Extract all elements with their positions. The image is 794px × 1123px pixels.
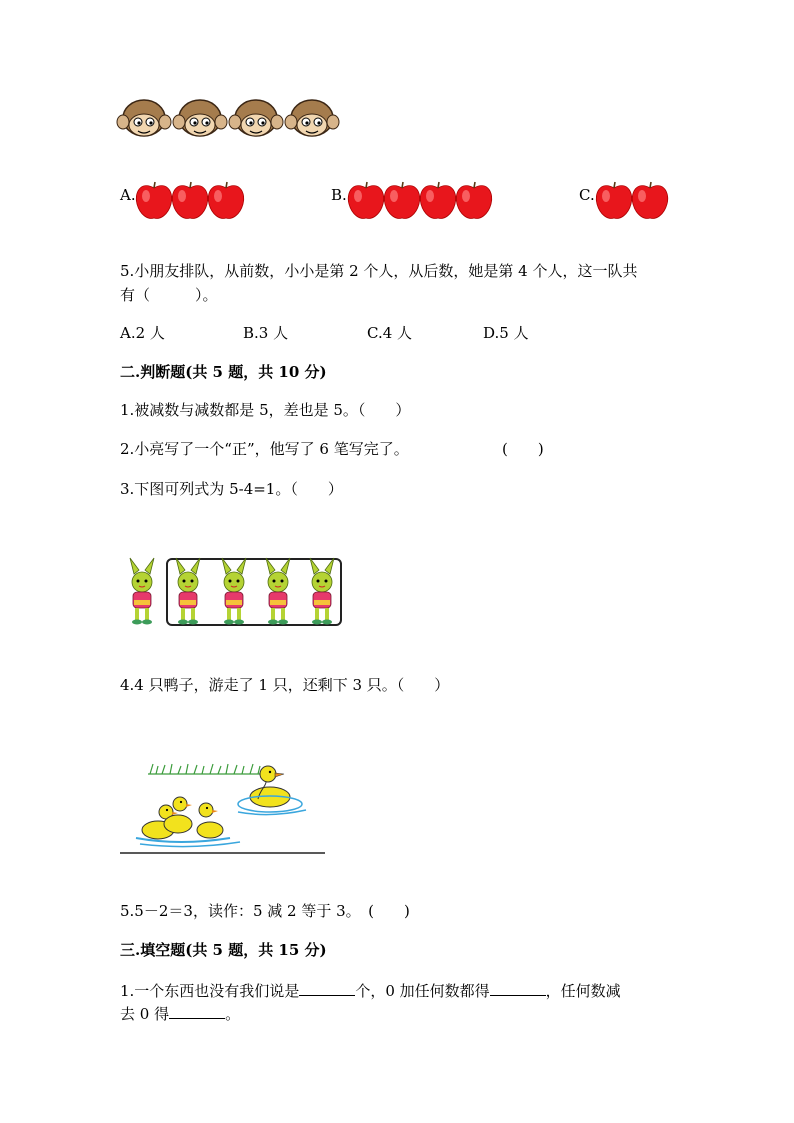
monkeys-image (120, 96, 340, 142)
rabbits-image (120, 556, 350, 628)
s2-q2-paren: ( ) (502, 440, 544, 458)
section2-title: 二.判断题(共 5 题，共 10 分) (120, 363, 327, 381)
apples-a (136, 180, 248, 220)
q5-option-c: C.4 人 (367, 324, 413, 342)
duck-3 (197, 803, 223, 838)
s3-q1-part-d: 去 0 得 (120, 1005, 170, 1023)
s3-q1-part-e: 。 (225, 1005, 241, 1023)
s2-q5: 5.5－2＝3，读作：5 减 2 等于 3。 ( ) (120, 902, 410, 920)
option-c-apples (596, 180, 672, 220)
option-b-label: B. (331, 186, 347, 204)
option-a-label: A. (120, 186, 136, 204)
q5-option-a: A.2 人 (120, 324, 165, 342)
q5-line1: 5.小朋友排队，从前数，小小是第 2 个人，从后数，她是第 4 个人，这一队共 (120, 262, 638, 280)
duck-swimming-away (238, 766, 306, 815)
option-a-apples (136, 180, 248, 220)
rabbit-2 (176, 558, 200, 625)
s3-q1-part-a: 1.一个东西也没有我们说是 (120, 982, 300, 1000)
monkey-2 (173, 100, 227, 136)
apples-b (348, 180, 496, 220)
section3-title: 三.填空题(共 5 题，共 15 分) (120, 941, 327, 959)
option-b-apples (348, 180, 496, 220)
option-c-label: C. (579, 186, 595, 204)
monkey-3 (229, 100, 283, 136)
s3-q1-part-b: 个，0 加任何数都得 (355, 982, 490, 1000)
s2-q4: 4.4 只鸭子，游走了 1 只，还剩下 3 只。（ ） (120, 676, 450, 694)
s3-q1-line1 (120, 980, 621, 1002)
q5-line2: 有（ ）。 (120, 286, 218, 304)
rabbit-3 (222, 558, 246, 625)
rabbit-1 (130, 558, 154, 625)
s2-q2: 2.小亮写了一个“正”，他写了 6 笔写完了。 (120, 440, 409, 458)
s2-q3: 3.下图可列式为 5-4=1。（ ） (120, 480, 343, 498)
monkey-4 (285, 100, 339, 136)
rabbit-4 (266, 558, 290, 625)
s2-q1: 1.被减数与减数都是 5，差也是 5。（ ） (120, 401, 411, 419)
s3-q1-line2 (120, 1003, 240, 1025)
s3-q1-blank-1[interactable] (299, 981, 355, 996)
monkeys-row (120, 96, 340, 142)
apples-c (596, 180, 672, 220)
q5-option-d: D.5 人 (483, 324, 529, 342)
s3-q1-part-c: ，任何数减 (545, 982, 621, 1000)
s3-q1-blank-2[interactable] (490, 981, 546, 996)
q5-option-b: B.3 人 (243, 324, 289, 342)
rabbit-5 (310, 558, 334, 625)
s3-q1-blank-3[interactable] (169, 1004, 225, 1019)
monkey-1 (117, 100, 171, 136)
ducks-image (120, 752, 330, 860)
